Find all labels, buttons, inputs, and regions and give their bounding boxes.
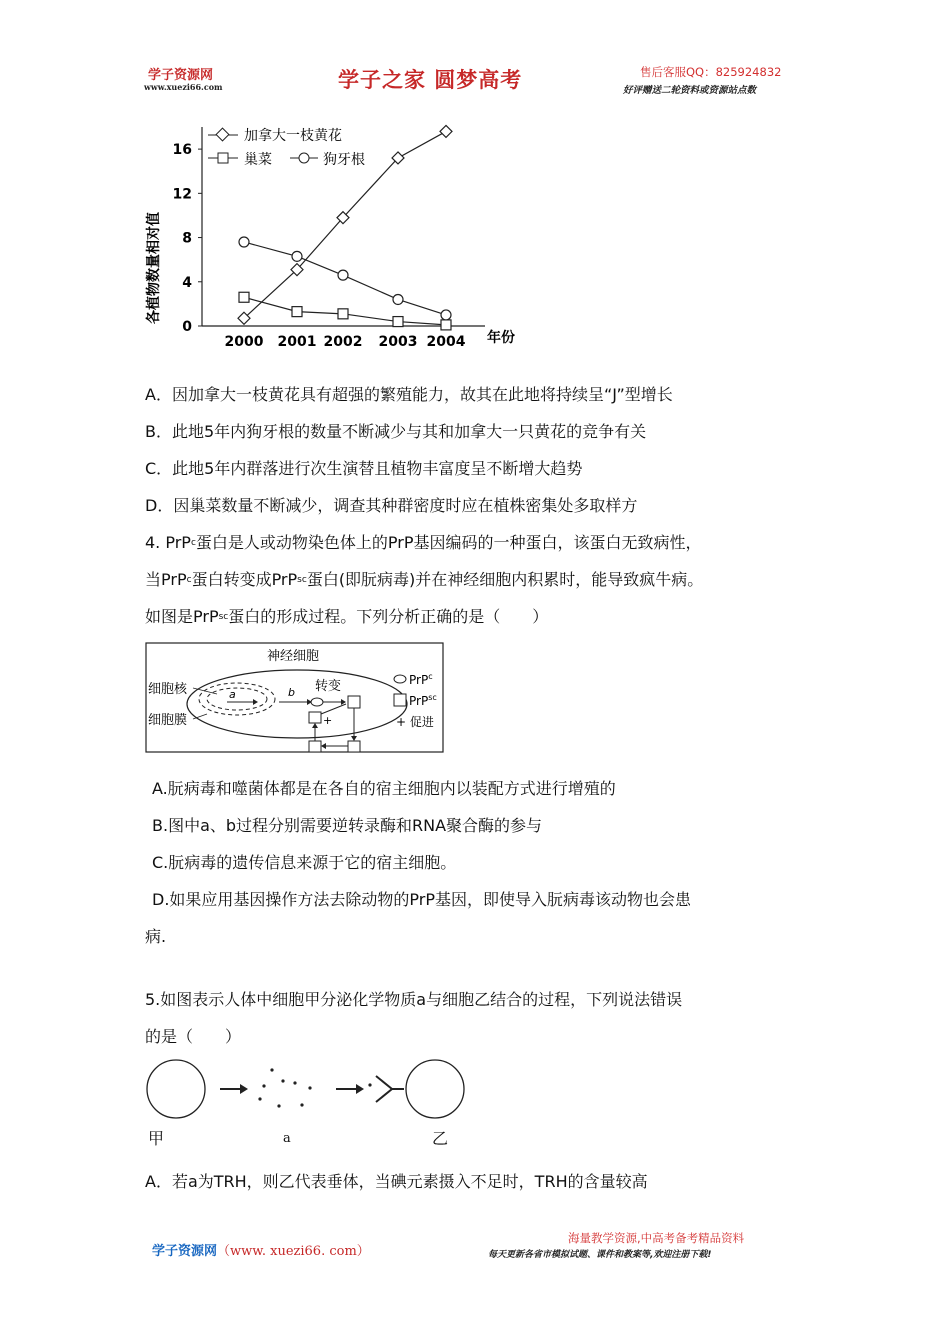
label-jia: 甲 [148, 1129, 165, 1148]
diagram-title: 神经细胞 [267, 649, 320, 664]
q4-option-d: D.如果应用基因操作方法去除动物的PrP基因，即使导入朊病毒该动物也会患 [152, 890, 692, 909]
q4-option-d-cont: 病. [145, 927, 167, 946]
legend-circle-marker [299, 153, 309, 163]
legend-prp-sc-icon [394, 694, 406, 706]
header-subtitle: 好评赠送二轮资料或资源站点数 [623, 85, 757, 96]
q5-stem-line2: 的是（ ） [145, 1027, 242, 1046]
label-a: a [229, 688, 236, 701]
legend-prp-sc: PrP$^{sc}$ [409, 693, 437, 708]
y-tick-label: 0 [182, 319, 192, 335]
header-logo-url: www.xuezi66.com [144, 82, 223, 92]
q5-option-a: A．若a为TRH，则乙代表垂体，当碘元素摄入不足时，TRH的含量较高 [145, 1172, 648, 1191]
y-tick-label: 16 [172, 142, 192, 159]
legend-label-2: 狗牙根 [323, 152, 365, 168]
x-tick-label: 2004 [426, 334, 466, 350]
q5-stem-line1: 5.如图表示人体中细胞甲分泌化学物质a与细胞乙结合的过程，下列说法错误 [145, 990, 683, 1009]
prp-sc-marker [348, 696, 360, 708]
nucleus-label: 细胞核 [148, 682, 188, 697]
q4-stem-line3: 如图是PrP$^{sc}$蛋白的形成过程。下列分析正确的是（ ） [145, 607, 549, 626]
x-tick-label: 2001 [277, 334, 317, 350]
label-plus: + [323, 714, 333, 727]
chart-xlabel: 年份 [487, 330, 515, 346]
q4-option-c: C.朊病毒的遗传信息来源于它的宿主细胞。 [152, 853, 457, 872]
x-tick-label: 2003 [378, 334, 418, 350]
legend-prp-c: PrP$^c$ [409, 672, 433, 687]
x-tick-label: 2002 [323, 334, 363, 350]
cell-jia [147, 1060, 205, 1118]
footer-right-line2: 每天更新各省市模拟试题、课件和教案等,欢迎注册下载! [488, 1250, 712, 1260]
y-tick-label: 8 [182, 230, 192, 247]
data-point-circle [292, 251, 302, 261]
prp-c-marker [311, 698, 323, 706]
cell-yi [406, 1060, 464, 1118]
legend-prp-c-icon [394, 675, 406, 683]
header-logo: 学子资源网 [148, 68, 214, 83]
header-title: 学子之家 圆梦高考 [338, 67, 523, 92]
q3-option-c: C．此地5年内群落进行次生演替且植物丰富度呈不断增大趋势 [145, 459, 583, 478]
y-tick-label: 4 [182, 274, 192, 291]
data-point-square [441, 320, 451, 330]
q3-option-b: B．此地5年内狗牙根的数量不断减少与其和加拿大一只黄花的竞争有关 [145, 422, 647, 441]
label-a-chem: a [283, 1131, 291, 1146]
label-yi: 乙 [432, 1129, 449, 1148]
q4-stem-line2: 当PrP$^c$蛋白转变成PrP$^{sc}$蛋白(即朊病毒)并在神经细胞内积累时，能导致疯牛病。 [145, 570, 704, 589]
chemical-a-dots [258, 1068, 311, 1107]
chart-ylabel: 各植物数量相对值 [146, 212, 162, 324]
label-change: 转变 [315, 679, 342, 694]
prp-diagram [145, 642, 445, 754]
line-chart [140, 112, 540, 362]
label-b: b [288, 686, 295, 699]
membrane-label: 细胞膜 [148, 713, 188, 728]
data-point-square [239, 292, 249, 302]
data-point-square [292, 307, 302, 317]
q4-stem-line1: 4. PrP$^c$蛋白是人或动物染色体上的PrP基因编码的一种蛋白，该蛋白无致病性， [145, 533, 702, 552]
q3-option-d: D．因巢菜数量不断减少，调查其种群密度时应在植株密集处多取样方 [145, 496, 638, 515]
data-point-circle [239, 237, 249, 247]
footer-site-url[interactable]: （www. xuezi66. com） [217, 1244, 370, 1259]
header-qq: 售后客服QQ：825924832 [640, 65, 782, 79]
cell-signal-diagram [140, 1058, 480, 1122]
data-point-square [393, 317, 403, 327]
legend-label-0: 加拿大一枝黄花 [244, 128, 342, 144]
legend-square-marker [218, 153, 228, 163]
chart-legend [208, 127, 365, 168]
legend-diamond-marker [216, 128, 229, 141]
receptor [376, 1076, 404, 1102]
footer-left [152, 1240, 370, 1259]
legend-promote: + 促进 [396, 715, 434, 729]
legend-label-1: 巢菜 [244, 152, 272, 168]
data-point-circle [338, 270, 348, 280]
y-tick-label: 12 [172, 186, 192, 203]
q4-option-a: A.朊病毒和噬菌体都是在各自的宿主细胞内以装配方式进行增殖的 [152, 779, 616, 798]
data-point-square [338, 309, 348, 319]
data-point-circle [393, 294, 403, 304]
q3-option-a: A．因加拿大一枝黄花具有超强的繁殖能力，故其在此地将持续呈“J”型增长 [145, 385, 673, 404]
footer-right-line1: 海量教学资源,中高考备考精品资料 [568, 1231, 745, 1245]
data-point-diamond [440, 125, 452, 137]
footer-site-name: 学子资源网 [152, 1244, 218, 1259]
data-point-circle [441, 310, 451, 320]
q4-option-b: B.图中a、b过程分别需要逆转录酶和RNA聚合酶的参与 [152, 816, 543, 835]
x-tick-label: 2000 [224, 334, 264, 350]
